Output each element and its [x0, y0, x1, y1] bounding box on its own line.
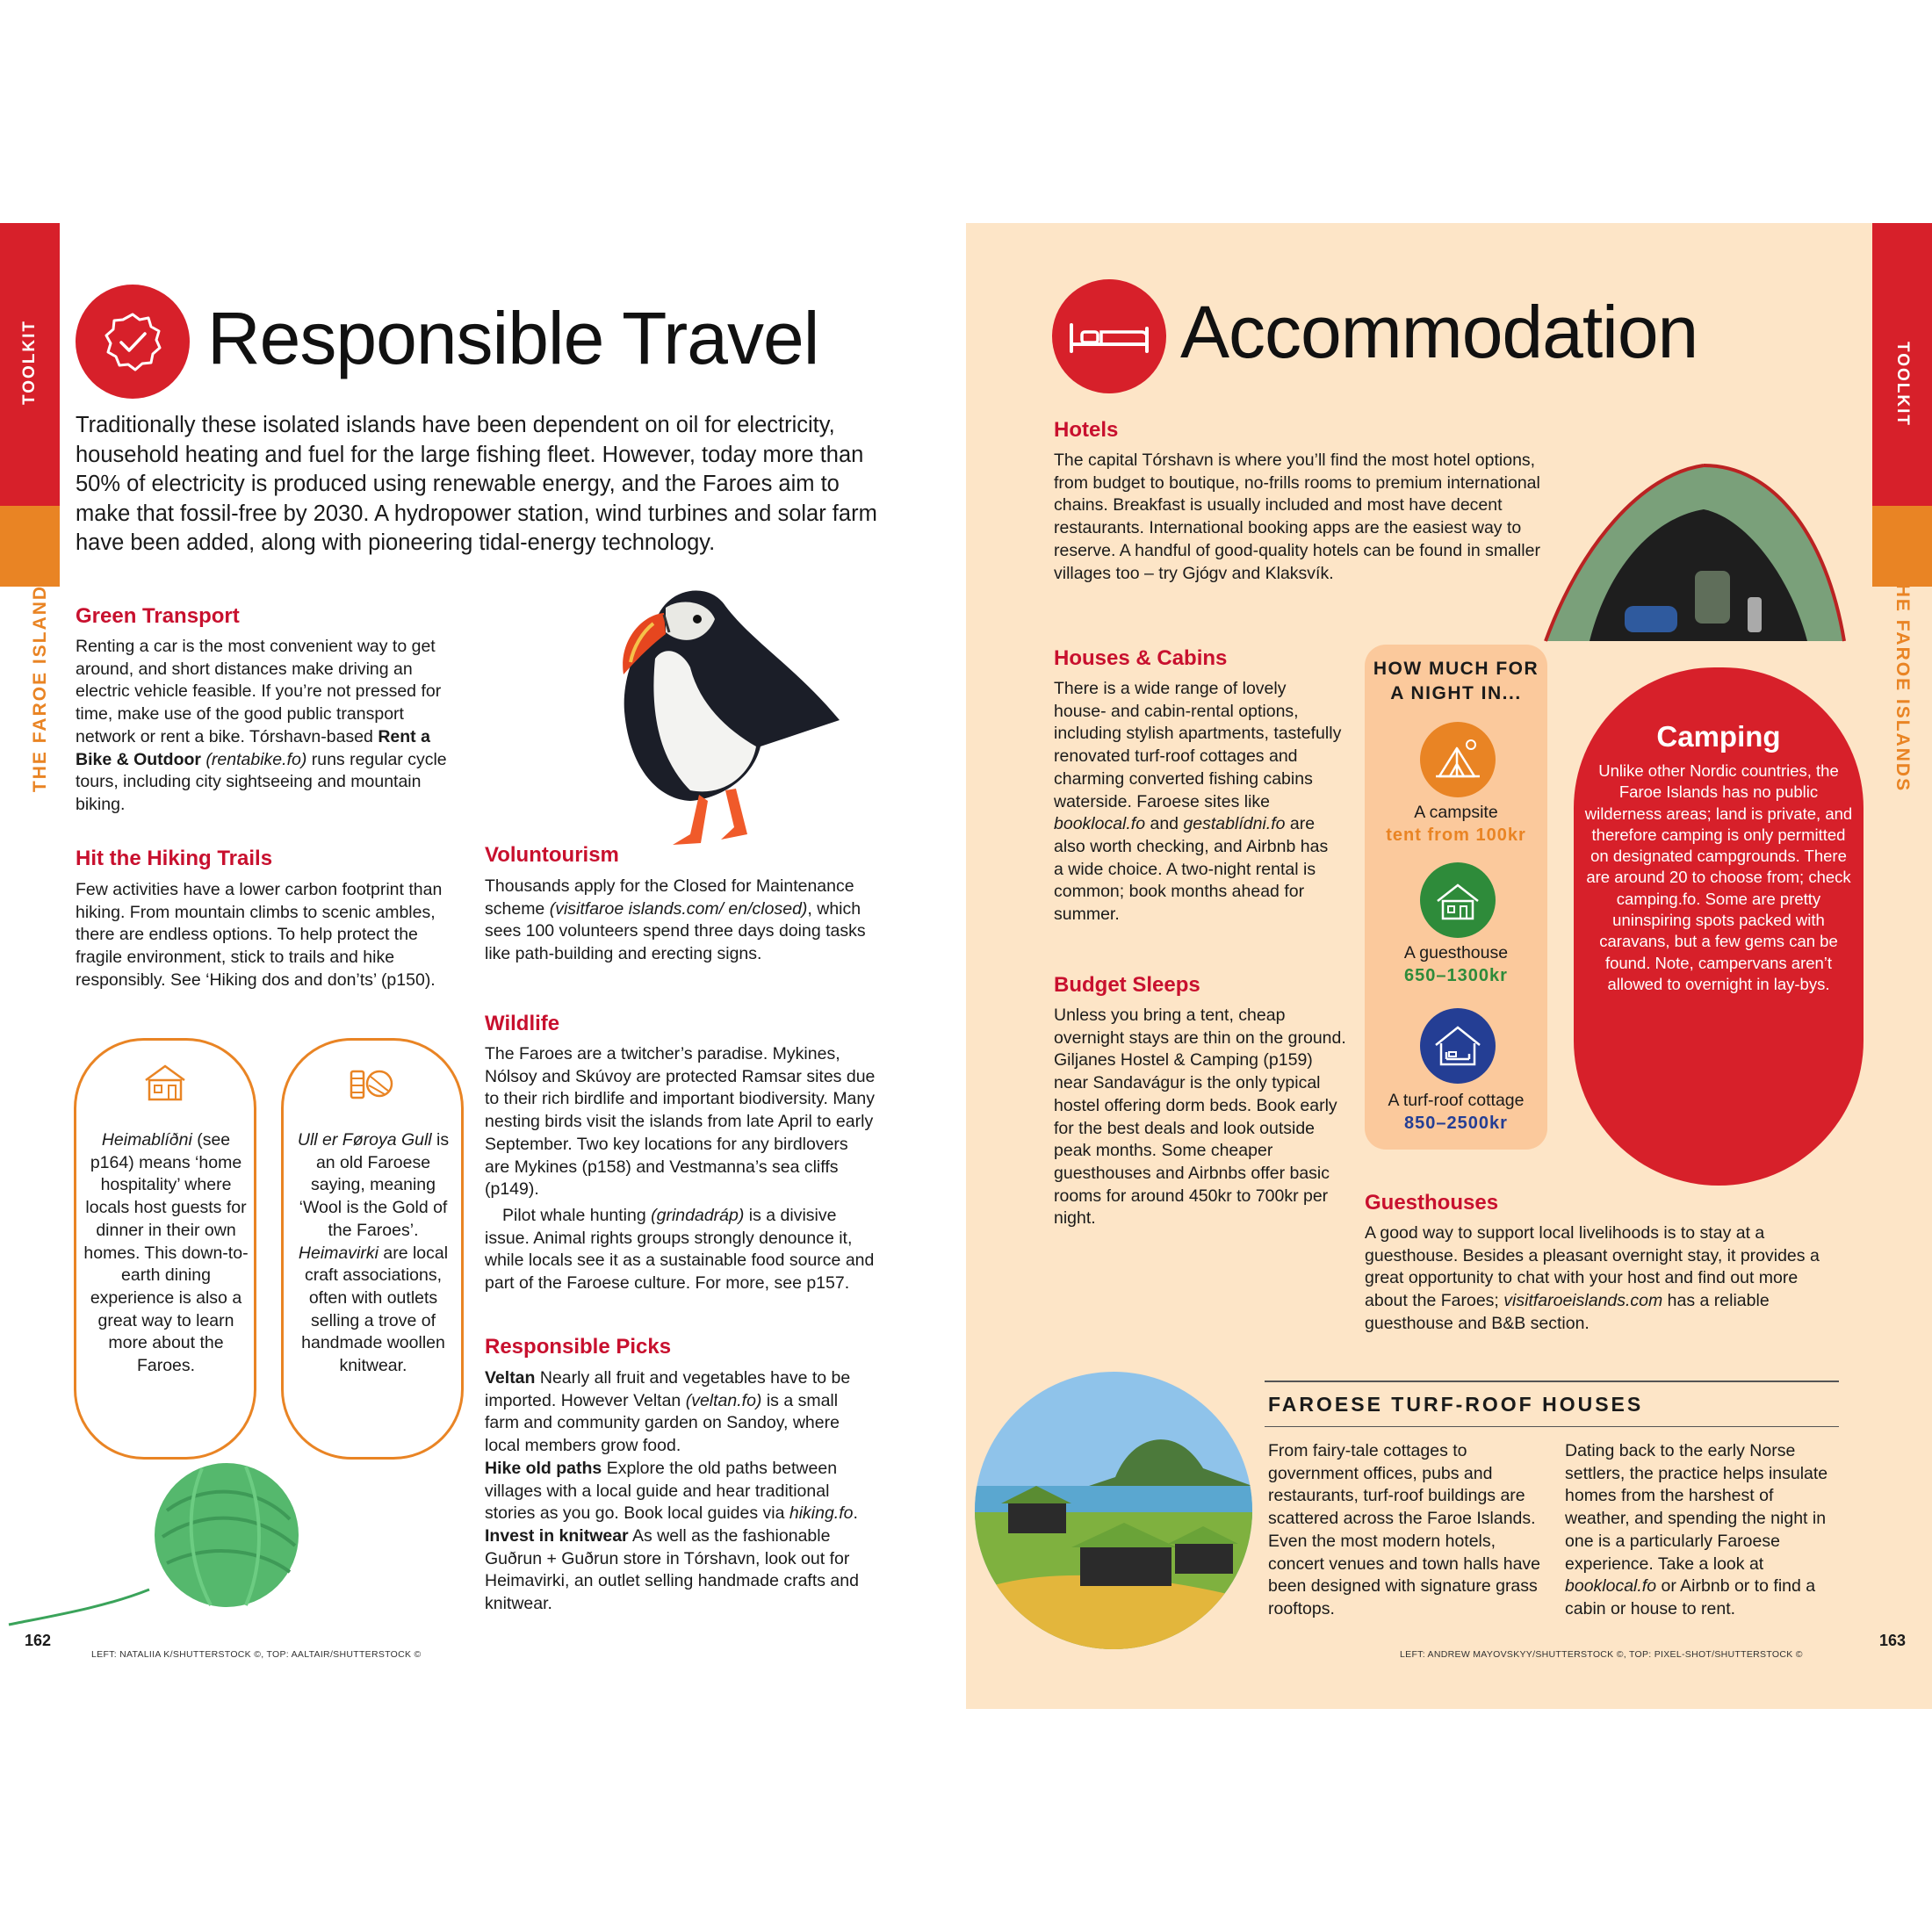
- hiking-heading: Hit the Hiking Trails: [76, 847, 273, 870]
- price-value-guesthouse: 650–1300kr: [1404, 966, 1508, 985]
- turf-top-rule: [1265, 1381, 1839, 1382]
- houses-heading: Houses & Cabins: [1054, 646, 1228, 670]
- responsible-picks-text: Veltan Nearly all fruit and vegetables have to be imported. However Veltan (veltan.fo) is a small farm and community garden on Sandoy, where local members grow food. Hike old paths Explore the old paths between villages with a local guide and hear traditional stories as you go. Book local guides via hiking.fo. Invest in knitwear As well as the fashionable Guðrun + Guðrun store in Tórshavn, look out for Heimavirki, an outlet selling handmade crafts and knitwear.: [485, 1368, 859, 1614]
- section-label-left: THE FAROE ISLANDS: [30, 570, 50, 793]
- price-label-cottage: A turf-roof cottage: [1388, 1091, 1525, 1110]
- yarn-ball-photo: [0, 1405, 299, 1633]
- turf-roof-photo: [975, 1372, 1252, 1649]
- price-label-guesthouse: A guesthouse: [1403, 943, 1509, 962]
- guesthouses-heading: Guesthouses: [1365, 1191, 1499, 1215]
- section-label-right: THE FAROE ISLANDS: [1892, 570, 1913, 793]
- tent-icon: [1420, 722, 1496, 797]
- wildlife-text-1: The Faroes are a twitcher’s paradise. Mykines, Nólsoy and Skúvoy are protected Ramsar sites due to their rich birdlife and important biodiversity. Many nesting birds visit the islands from late April to early September. Two key locations for any birdlovers are Mykines (p158) and Vestmanna’s sea cliffs (p149).: [485, 1044, 876, 1200]
- responsible-picks-heading: Responsible Picks: [485, 1335, 672, 1359]
- responsible-badge-icon: [76, 285, 190, 399]
- guesthouses-text: A good way to support local livelihoods is to stay at a guesthouse. Besides a pleasant overnight stay, it provides a great opportunity to chat with your host and find out more about the Faroes; visitfaroeislands.com has a reliable guesthouse and B&B section.: [1365, 1223, 1820, 1333]
- bed-house-icon: [1420, 1008, 1496, 1084]
- intro-paragraph: Traditionally these isolated islands have been dependent on oil for electricity, household heating and fuel for the large fishing fleet. However, today more than 50% of electricity is produced using renewable energy, and the Faroes aim to make that fossil-free by 2030. A hydropower station, wind turbines and solar farm have been added, along with pioneering tidal-energy technology.: [76, 413, 877, 555]
- house-icon: [141, 1063, 190, 1103]
- green-transport-text: Renting a car is the most convenient way to get around, and short distances make driving an electric vehicle feasible. If you’re not pressed for time, make use of the good public transport network or rent a bike. Tórshavn-based Rent a Bike & Outdoor (rentabike.fo) runs regular cycle tours, including city sightseeing and mountain biking.: [76, 637, 447, 814]
- price-value-campsite: tent from 100kr: [1386, 825, 1526, 845]
- bed-icon: [1052, 279, 1166, 393]
- price-value-cottage: 850–2500kr: [1404, 1114, 1508, 1133]
- green-transport-heading: Green Transport: [76, 604, 240, 628]
- turf-bottom-rule: [1265, 1426, 1839, 1427]
- turf-col2: Dating back to the early Norse settlers, the practice helps insulate homes from the harshest of weather, and spending the night in one is a particularly Faroese experience. Take a look at booklocal.fo or Airbnb or to find a cabin or house to rent.: [1565, 1441, 1828, 1618]
- price-label-campsite: A campsite: [1414, 803, 1498, 822]
- hotels-heading: Hotels: [1054, 418, 1119, 442]
- turf-heading: FAROESE TURF-ROOF HOUSES: [1268, 1393, 1644, 1416]
- page-title-left: Responsible Travel: [207, 297, 819, 379]
- toolkit-tab-left: [0, 223, 60, 506]
- turf-col1: From fairy-tale cottages to government offices, pubs and restaurants, turf-roof buildings are scattered across the Faroe Islands. Even the most modern hotels, concert venues and town halls have been designed with signature grass rooftops.: [1268, 1441, 1541, 1618]
- photo-credit-right: LEFT: ANDREW MAYOVSKYY/SHUTTERSTOCK ©, TOP: PIXEL-SHOT/SHUTTERSTOCK ©: [1400, 1649, 1803, 1660]
- page-number-right: 163: [1879, 1632, 1907, 1649]
- price-box-heading: HOW MUCH FOR A NIGHT IN...: [1373, 659, 1539, 703]
- voluntourism-heading: Voluntourism: [485, 843, 619, 867]
- houses-text: There is a wide range of lovely house- and cabin-rental options, including stylish apartments, tastefully renovated turf-roof cottages and charming converted fishing cabins waterside. Faroese sites like booklocal.fo and gestablídni.fo are also worth checking, and Airbnb has a wide choice. A two-night rental is common; book months ahead for summer.: [1054, 679, 1342, 925]
- house-icon: [1420, 862, 1496, 938]
- toolkit-label-right: TOOLKIT: [1893, 342, 1912, 428]
- page-number-left: 162: [25, 1632, 52, 1649]
- camping-text: Unlike other Nordic countries, the Faroe Islands has no public wilderness areas; land is private, and therefore camping is only permitted on designated campgrounds. There are around 20 to choose from; check camping.fo. Some are pretty uninspiring spots packed with caravans, but a few gems can be found. Note, campervans aren’t allowed to overnight in lay-bys.: [1584, 761, 1853, 993]
- budget-heading: Budget Sleeps: [1054, 973, 1200, 997]
- camping-heading: Camping: [1656, 720, 1781, 753]
- heimablidni-text: Heimablíðni (see p164) means ‘home hospitality’ where locals host guests for dinner in their own homes. This down-to-earth dining experience is also a great way to learn more about the Faroes.: [83, 1130, 249, 1376]
- toolkit-label-left: TOOLKIT: [20, 319, 39, 405]
- photo-credit-left: LEFT: NATALIIA K/SHUTTERSTOCK ©, TOP: AALTAIR/SHUTTERSTOCK ©: [91, 1649, 422, 1660]
- hotels-text: The capital Tórshavn is where you’ll find the most hotel options, from budget to boutique, no-frills rooms to premium international chains. Breakfast is usually included and most have decent restaurants. International booking apps are the easiest way to reserve. A handful of good-quality hotels can be found in smaller villages too – try Gjógv and Klaksvík.: [1054, 451, 1540, 583]
- voluntourism-text: Thousands apply for the Closed for Maintenance scheme (visitfaroe islands.com/ en/closed), which sees 100 volunteers spend three days doing tasks like path-building and erecting signs.: [485, 876, 866, 964]
- page-title-right: Accommodation: [1180, 291, 1698, 373]
- ull-text: Ull er Føroya Gull is an old Faroese saying, meaning ‘Wool is the Gold of the Faroes’. Heimavirki are local craft associations, often with outlets selling a trove of handmade woollen knitwear.: [297, 1130, 450, 1376]
- yarn-icon: [346, 1063, 399, 1105]
- wildlife-text-2: Pilot whale hunting (grindadráp) is a divisive issue. Animal rights groups strongly denounce it, while locals see it as a sustainable food source and part of the Faroese culture. For more, see p157.: [485, 1206, 875, 1294]
- budget-text: Unless you bring a tent, cheap overnight stays are thin on the ground. Giljanes Hostel & Camping (p159) near Sandavágur is the only typical hostel offering dorm beds. Book early for the best deals and look outside peak months. Some cheaper guesthouses and Airbnbs offer basic rooms for around 450kr to 700kr per night.: [1054, 1006, 1346, 1229]
- toolkit-tab-right: [1872, 223, 1932, 506]
- wildlife-heading: Wildlife: [485, 1012, 560, 1035]
- puffin-photo: [602, 571, 857, 861]
- tent-photo: [1528, 439, 1853, 676]
- hiking-text: Few activities have a lower carbon footprint than hiking. From mountain climbs to scenic ambles, there are endless options. To help protect the fragile environment, stick to trails and hike responsibly. See ‘Hiking dos and don’ts’ (p150).: [76, 880, 443, 990]
